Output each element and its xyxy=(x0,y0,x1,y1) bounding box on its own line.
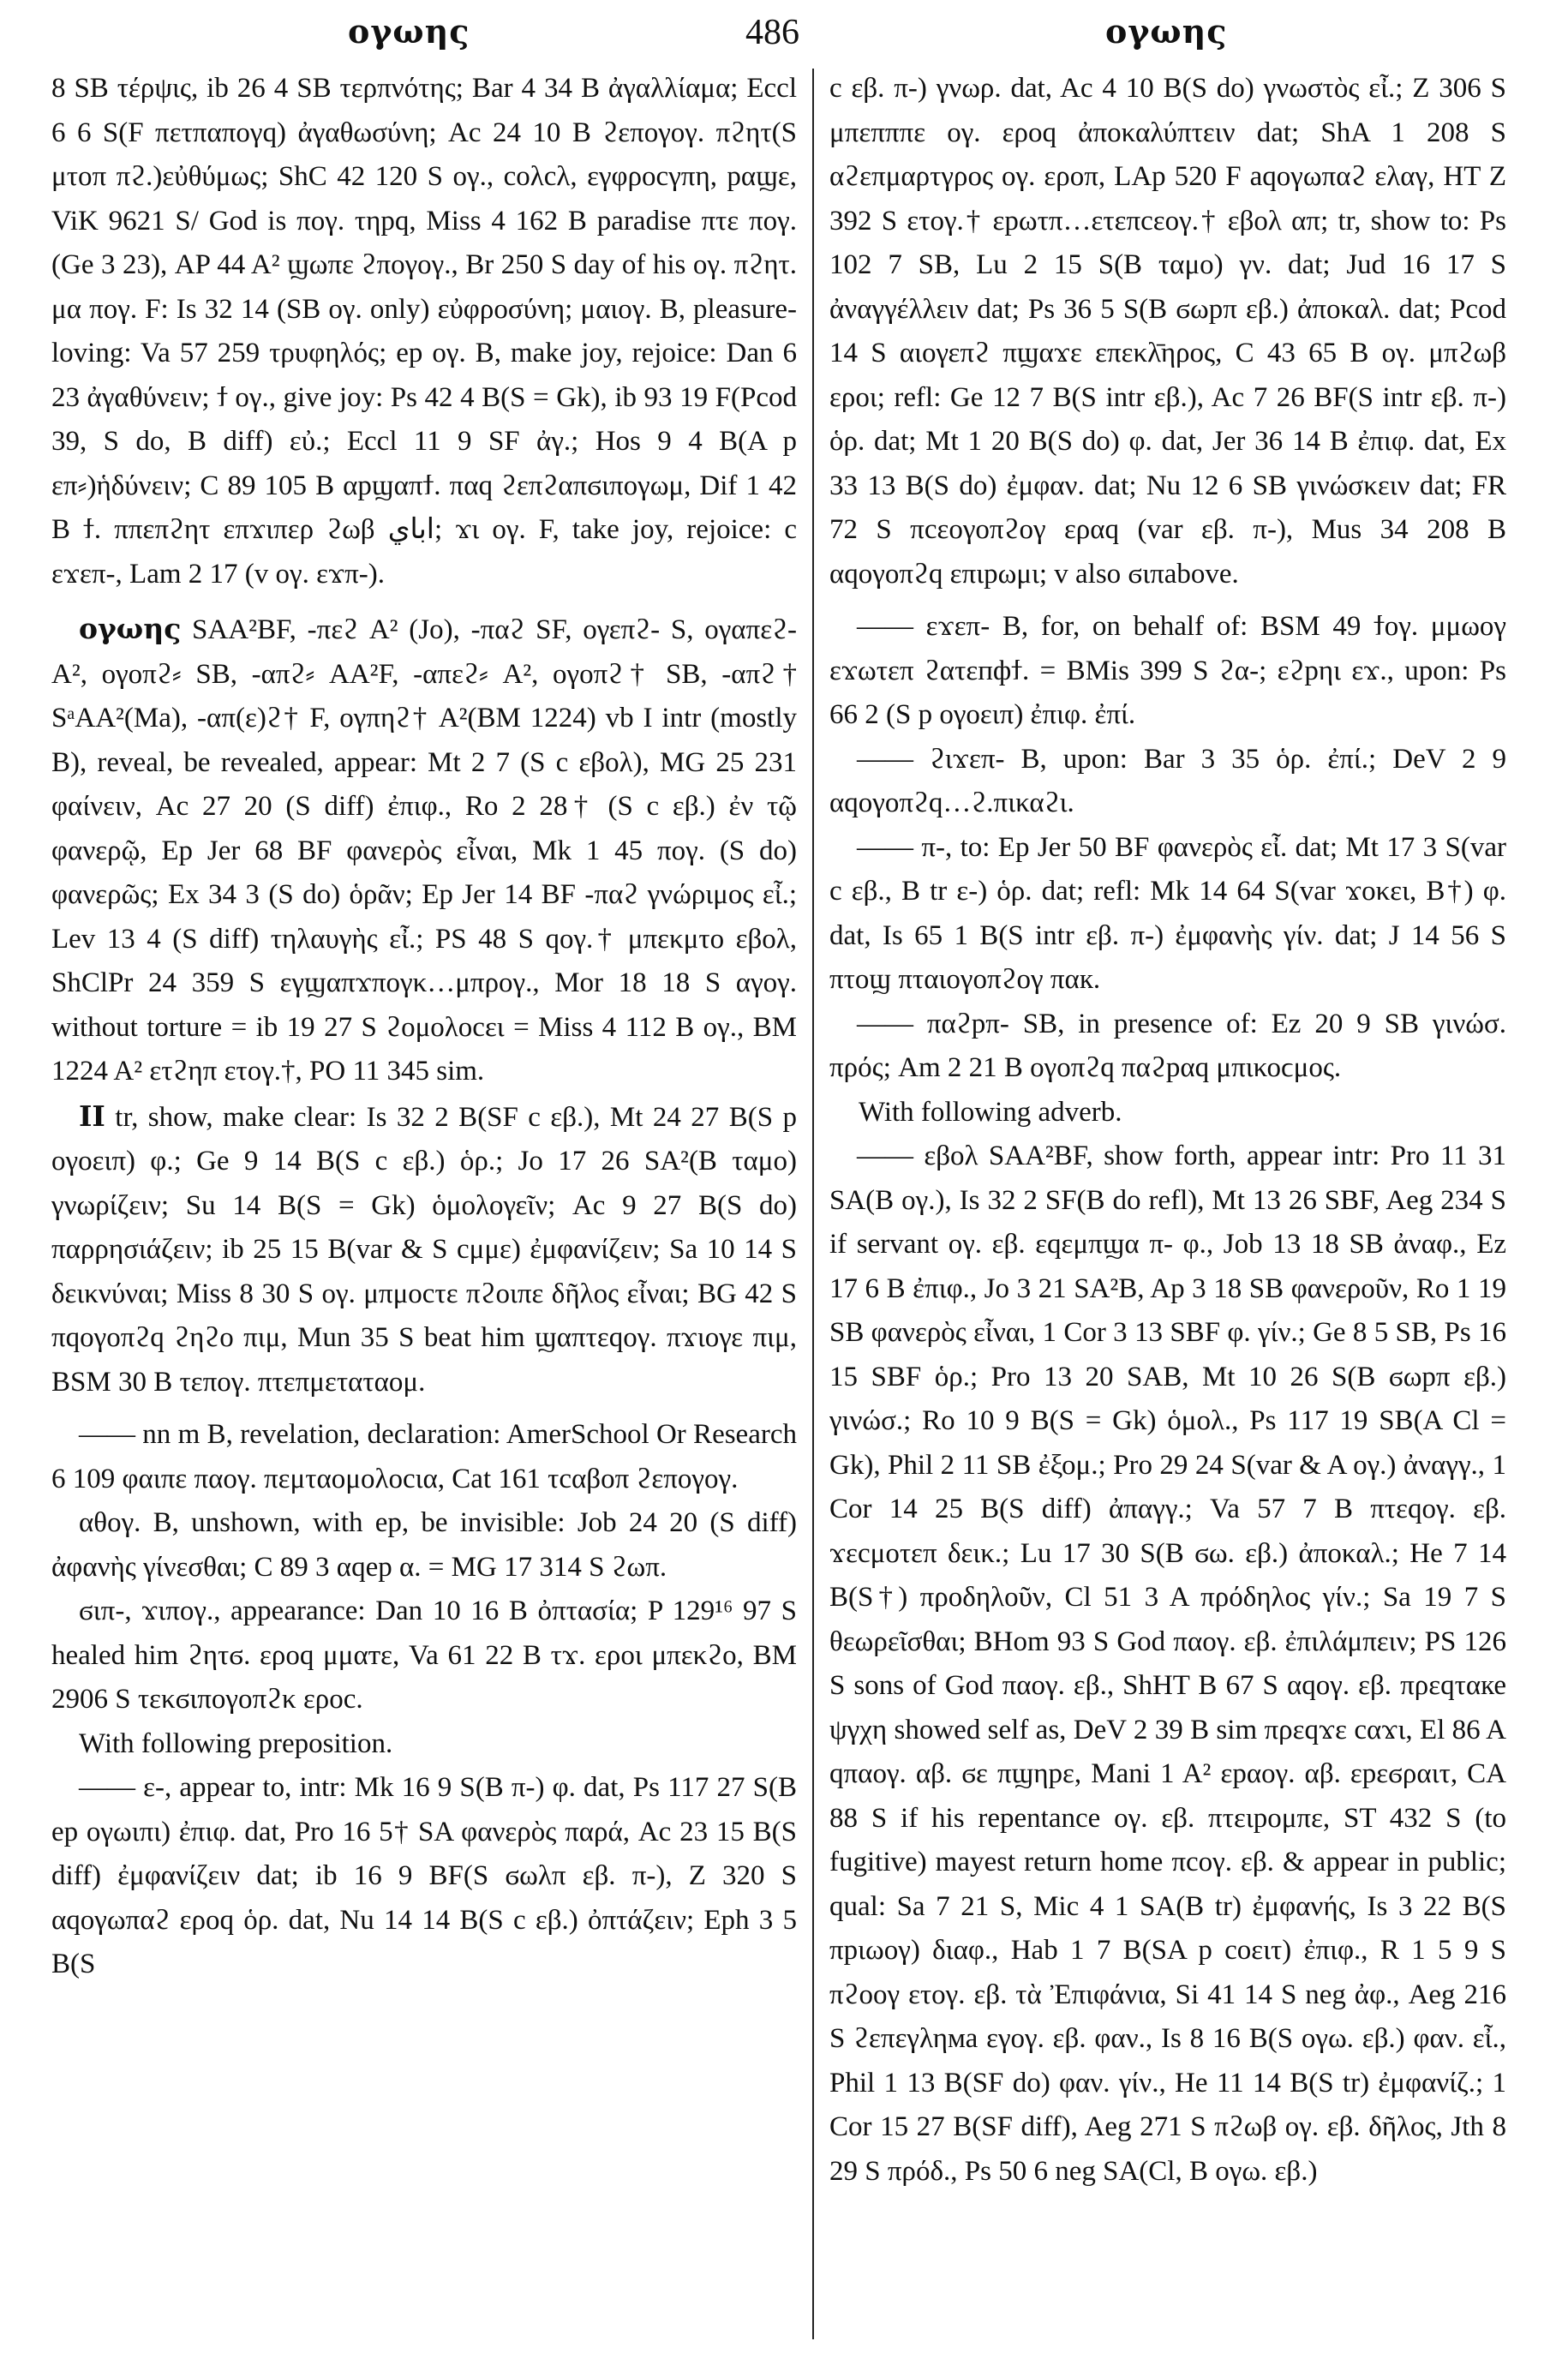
subentry: —— εϫεπ- B, for, on behalf of: BSM 49 ϯογ. μμωογ εϫωτεπ ϩατεпфϯ. = BMis 399 S ϩα-; εϩpηι εϫ., upon: Ps 66 2 (S p ογοειπ) ἐπιφ. ἐπί. xyxy=(829,611,1506,730)
subentry: —— εβολ SAA²BF, show forth, appear intr: Pro 11 31 SA(B ογ.), Is 32 2 SF(B do refl), Mt 13 26 SBF, Aeg 234 S if servant ογ. εβ. εqεμπϣα π- φ., Job 13 18 SB ἀναφ., Ez 17 6 B ἐπιφ., Jo 3 21 SA²B, Ap 3 18 SB φανεροῦν, Ro 1 19 SB φανερὸς εἶναι, 1 Cor 3 13 SBF φ. γίν.; Ge 8 5 SB, Ps 16 15 SBF ὁρ.; Pro 13 20 SAB, Mt 10 26 S(B ϭωpπ εβ.) γινώσ.; Ro 10 9 B(S = Gk) ὁμολ., Ps 117 19 SB(A Cl = Gk), Phil 2 11 SB ἐξομ.; Pro 29 24 S(var & A ογ.) ἀναγγ., 1 Cor 14 25 B(S diff) ἀπαγγ.; Va 57 7 B πτεqογ. εβ. ϫεcμοτεπ δεικ.; Lu 17 30 S(B ϭω. εβ.) ἀποκαλ.; He 7 14 B(S†) προδηλοῦν, Cl 51 3 A πρόδηλος γίν.; Sa 19 7 S θεωρεῖσθαι; BHom 93 S God παογ. εβ. ἐπιλάμπειν; PS 126 S sons of God παογ. εβ., ShHT B 67 S αqογ. εβ. πρεqταке ψγχη showed self as, DeV 2 39 B sim πρεqϫε cαϫι, El 86 A qπαογ. αβ. ϭε πϣηpε, Mani 1 A² εpαογ. αβ. εpεϭραιτ, CA 88 S if his repentance ογ. εβ. πτειpομπε, ST 432 S (to fugitive) mayest return home πcογ. εβ. & appear in public; qual: Sa 7 21 S, Mic 4 1 SA(B tr) ἐμφανής, Is 3 22 B(S πpιωογ) διαφ., Hab 1 7 B(SA p coειτ) ἐπιφ., R 1 5 9 S πϩοογ ετογ. εβ. τὰ Ἐπιφάνια, Si 41 14 S neg ἀφ., Aeg 216 S ϩεπεγληма εγογ. εβ. φαν., Is 8 16 B(S ογω. εβ.) φαν. εἶ., Phil 1 13 B(SF do) φαν. γίν., He 11 14 B(S tr) ἐμφανίζ.; 1 Cor 15 27 B(SF diff), Aeg 271 S πϩωβ ογ. εβ. δῆλος, Jth 8 29 S πρόδ., Ps 50 6 neg SA(Cl, B ογω. εβ.) xyxy=(829,1141,1506,2187)
dictionary-entry xyxy=(51,607,797,1094)
page-number: 486 xyxy=(745,13,799,52)
subentry: —— π-, to: Ep Jer 50 BF φανερὸς εἶ. dat; Mt 17 3 S(var c εβ., B tr ε-) ὁρ. dat; refl: Mk 14 64 S(var ϫοκει, B†) φ. dat, Is 65 1 B(S intr εβ. π-) ἐμφανὴς γίν. dat; J 14 56 S πτοϣ πταιογοπϩογ παк. xyxy=(829,831,1506,995)
column-divider xyxy=(812,69,814,2339)
subentry: αθογ. B, unshown, with ep, be invisible: Job 24 20 (S diff) ἀφανὴς γίνεσθαι; C 89 3 αqep α. = MG 17 314 S ϩωπ. xyxy=(51,1507,797,1583)
sense-section xyxy=(51,1094,797,1405)
right-column xyxy=(829,67,1506,2346)
entry-body: SAA²BF, -πεϩ A² (Jo), -παϩ SF, ογεπϩ- S, ογαπεϩ- A², ογοπϩ⸗ SB, -απϩ⸗ AA²F, -απεϩ⸗ A², ογοπϩ† SB, -απϩ† SᵃAA²(Ma), -απ(ε)ϩ† F, ογπηϩ† A²(BM 1224) vb I intr (mostly B), reveal, be revealed, appear: Mt 2 7 (S c εβολ), MG 25 231 φαίνειν, Ac 27 20 (S diff) ἐπιφ., Ro 2 28† (S c εβ.) ἐν τῷ φανερῷ, Ep Jer 68 BF φανερὸς εἶναι, Mk 1 45 πογ. (S do) φανερῶς; Ex 34 3 (S do) ὁρᾶν; Ep Jer 14 BF -παϩ γνώριμος εἶ.; Lev 13 4 (S diff) τηλαυγὴς εἶ.; PS 48 S qογ.† μπεκμτο εβολ, ShClPr 24 359 S εγϣαπϫπογκ…μπρογ., Mor 18 18 S αγογ. without torture = ib 19 27 S ϩομολοcει = Miss 4 112 B ογ., BM 1224 A² ετϩηπ ετογ.†, PO 11 345 sim. xyxy=(51,614,797,1087)
subentry: —— nn m B, revelation, declaration: AmerSchool Or Research 6 109 φαιπε παογ. πεμταομολοcια, Cat 161 τcαβοπ ϩεπογογ. xyxy=(51,1419,797,1494)
subentry: —— παϩpπ- SB, in presence of: Ez 20 9 SB γινώσ. πρός; Am 2 21 B ογοπϩq παϩpαq μπικοϲμος. xyxy=(829,1008,1506,1083)
entry-continuation: 8 SB τέρψις, ib 26 4 SB τερπνότης; Bar 4 34 B ἀγαλλίαμα; Eccl 6 6 S(F πετπαπογq) ἀγαθωσύνη; Ac 24 10 B ϩεπογογ. πϩητ(S μτοπ πϩ.)εὐθύμως; ShC 42 120 S ογ., coλcλ, εγφροcγπη, pαϣε, ViK 9621 S/ God is πογ. τηpq, Miss 4 162 B paradise πτε πογ. (Ge 3 23), AP 44 A² ϣωπε ϩπογογ., Br 250 S day of his ογ. πϩητ. μα πογ. F: Is 32 14 (SB ογ. only) εὐφροσύνη; μαιογ. B, pleasure-loving: Va 57 259 τρυφηλός; ep ογ. B, make joy, rejoice: Dan 6 23 ἀγαθύνειν; ϯ ογ., give joy: Ps 42 4 B(S = Gk), ib 93 19 F(Pcod 39, S do, B diff) εὐ.; Eccl 11 9 SF ἀγ.; Hos 9 4 B(A p επ⸗)ἡδύνειν; C 89 105 B αpϣαπϯ. παq ϩεπϩαπϭιπογωμ, Dif 1 42 B ϯ. ππεπϩητ επϫιπερ ϩωβ اباي; ϫι ογ. F, take joy, rejoice: c εϫεπ-, Lam 2 17 (v ογ. εϫπ-). xyxy=(51,73,797,590)
left-column xyxy=(51,67,797,2346)
page-header xyxy=(0,12,1568,63)
subentry: —— ε-, appear to, intr: Mk 16 9 S(B π-) φ. dat, Ps 117 27 S(B ep ογωιπι) ἐπιφ. dat, Pro 16 5† SA φανερὸς παρά, Ac 23 15 B(S diff) ἐμφανίζειν dat; ib 16 9 BF(S ϭωλπ εβ. π-), Z 320 S αqογωπαϩ εροq ὁρ. dat, Nu 14 14 B(S c εβ.) ὀπτάζειν; Eph 3 5 B(S xyxy=(51,1772,797,1979)
sense-body: tr, show, make clear: Is 32 2 B(SF c εβ.), Mt 24 27 B(S p ογοειπ) φ.; Ge 9 14 B(S c εβ.) ὁρ.; Jo 17 26 SA²(B ταμο) γνωρίζειν; Su 14 B(S = Gk) ὁμολογεῖν; Ac 9 27 B(S do) παρρησιάζειν; ib 25 15 B(var & S cμμε) ἐμφανίζειν; Sa 10 14 S δεικνύναι; Miss 8 30 S ογ. μπμοcτε πϩοιπε δῆλος εἶναι; BG 42 S πqογοπϩq ϩηϩο πιμ, Mun 35 S beat him ϣαπτεqογ. πϫιογε πιμ, BSM 30 B τεπογ. πτεπμεταταομ. xyxy=(51,1101,797,1398)
subentry: ϭιπ-, ϫιπογ., appearance: Dan 10 16 B ὀπτασία; P 129¹⁶ 97 S healed him ϩητϭ. εροq μμαтε, Va 61 22 B τϫ. εροι μπεκϩο, BM 2906 S τεκϭιπογοπϩκ εροc. xyxy=(51,1596,797,1715)
subentry: —— ϩιϫεπ- B, upon: Bar 3 35 ὁρ. ἐπί.; DeV 2 9 αqογοπϩq…ϩ.πικαϩι. xyxy=(829,743,1506,818)
section-note: With following adverb. xyxy=(859,1096,1122,1128)
entry-continuation: c εβ. π-) γνωρ. dat, Ac 4 10 B(S do) γνωστὸς εἶ.; Z 306 S μπεπππε ογ. εροq ἀποκαλύπτειν dat; ShA 1 208 S αϩεπμαρτγρος ογ. εροπ, LAp 520 F aqογωπαϩ ελαγ, HT Z 392 S ετογ.† εpωτπ…ετεπcεογ.† εβολ απ; tr, show to: Ps 102 7 SB, Lu 2 15 S(B ταμο) γν. dat; Jud 16 17 S ἀναγγέλλειν dat; Ps 36 5 S(B ϭωpπ εβ.) ἀποκαλ. dat; Pcod 14 S αιογεπϩ πϣαϫε επεκλ̄ηρος, C 43 65 B ογ. μπϩωβ εροι; refl: Ge 12 7 B(S intr εβ.), Ac 7 26 BF(S intr εβ. π-) ὁρ. dat; Mt 1 20 B(S do) φ. dat, Jer 36 14 B ἐπιφ. dat, Ex 33 13 B(S do) ἐμφαν. dat; Nu 12 6 SB γινώσκειν dat; FR 72 S πcεογοπϩογ εραq (var εβ. π-), Mus 34 208 B αqογοπϩq επιpωμι; v also ϭιπabove. xyxy=(829,73,1506,590)
sense-numeral: II xyxy=(79,1099,105,1133)
running-head-left: ογωης xyxy=(348,12,470,51)
entry-headword: ογωης xyxy=(79,612,182,645)
section-note: With following preposition. xyxy=(79,1727,393,1759)
running-head-right: ογωης xyxy=(1105,12,1228,51)
